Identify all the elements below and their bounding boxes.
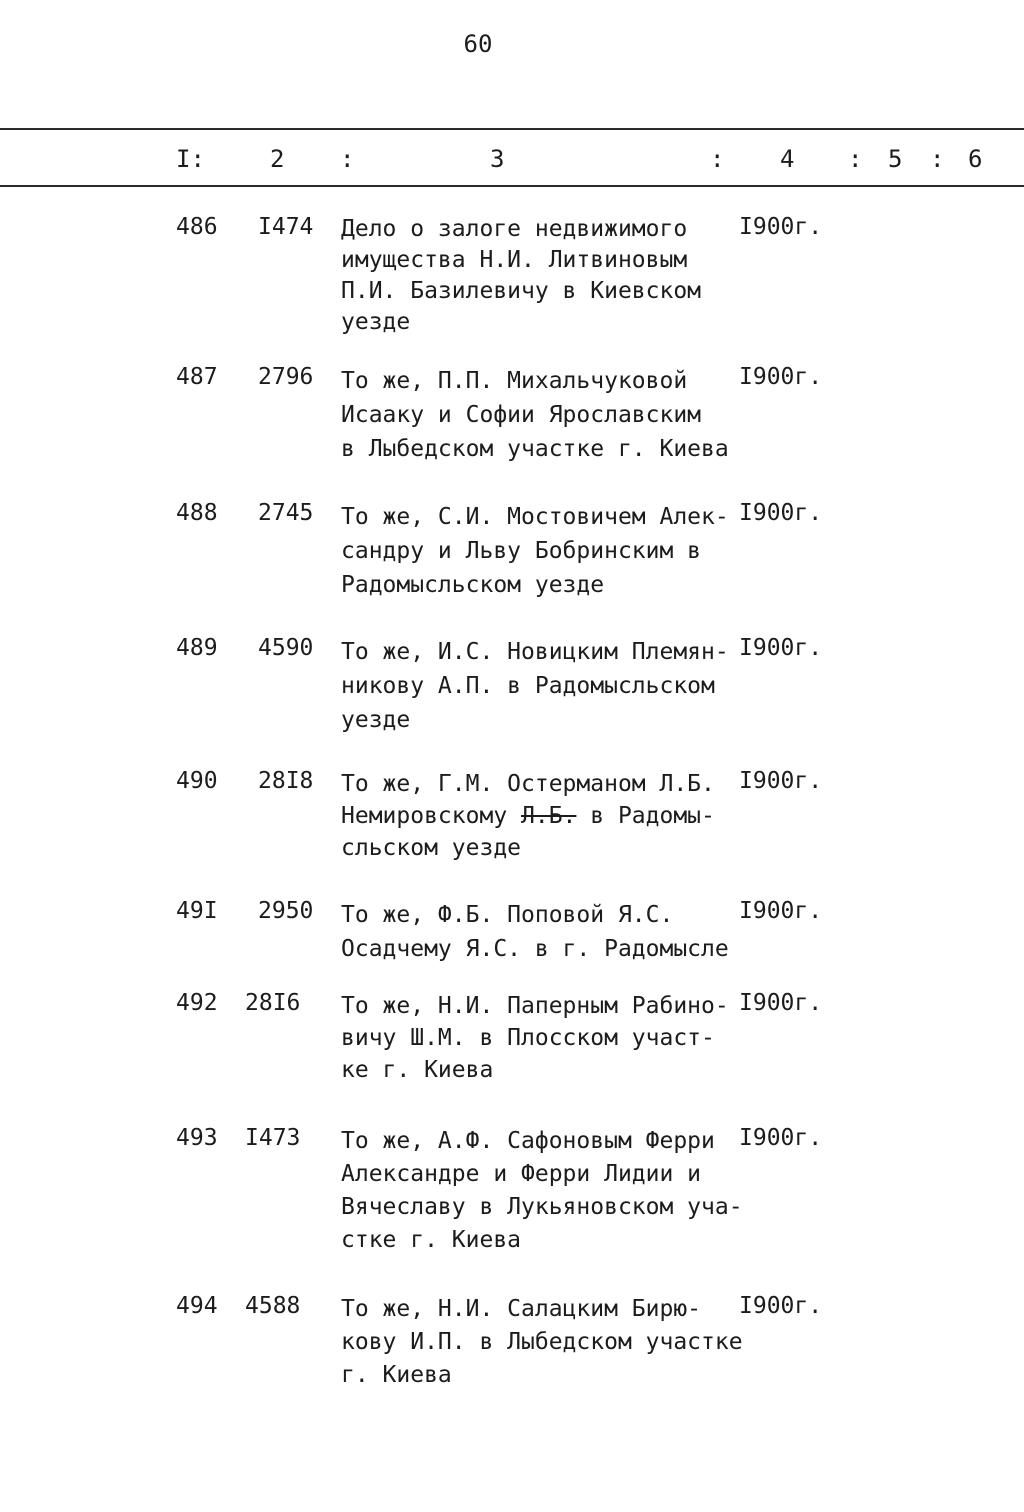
description-text: в Радомы- <box>576 803 715 829</box>
description-line: кову И.П. в Лыбедском участке <box>341 1329 743 1355</box>
description-line <box>341 800 741 832</box>
case-description <box>341 364 741 466</box>
item-number: 488 <box>176 500 218 526</box>
case-number: 28I8 <box>258 768 314 794</box>
header-col-5: 5 <box>888 145 903 173</box>
description-line: Дело о залоге недвижимого <box>341 216 688 242</box>
struck-out-text: Л.Б. <box>521 803 577 829</box>
page-number: 60 <box>463 30 493 58</box>
case-year: I900г. <box>739 500 823 526</box>
description-line: Вячеславу в Лукьяновском уча- <box>341 1194 743 1220</box>
case-number: 28I6 <box>245 990 301 1016</box>
case-year: I900г. <box>739 1293 823 1319</box>
description-line: уезде <box>341 707 411 733</box>
case-number: 4588 <box>245 1293 301 1319</box>
description-line: стке г. Киева <box>341 1227 522 1253</box>
case-year: I900г. <box>739 768 823 794</box>
item-number: 489 <box>176 635 218 661</box>
description-line: П.И. Базилевичу в Киевском <box>341 278 702 304</box>
header-col-3: 3 <box>490 145 505 173</box>
case-year: I900г. <box>739 990 823 1016</box>
description-line: То же, П.П. Михальчуковой <box>341 368 688 394</box>
case-year: I900г. <box>739 214 823 240</box>
item-number: 486 <box>176 214 218 240</box>
description-line: сльском уезде <box>341 835 522 861</box>
case-year: I900г. <box>739 635 823 661</box>
header-col-4: 4 <box>780 145 795 173</box>
case-year: I900г. <box>739 364 823 390</box>
description-line: Исааку и Софии Ярославским <box>341 402 702 428</box>
description-line: в Лыбедском участке г. Киева <box>341 436 729 462</box>
description-line: Осадчему Я.С. в г. Радомысле <box>341 936 729 962</box>
description-line: уезде <box>341 309 411 335</box>
header-separator: : <box>930 145 945 173</box>
case-description <box>341 990 741 1086</box>
description-line: То же, Н.И. Салацким Бирю- <box>341 1296 702 1322</box>
description-line: То же, Г.М. Остерманом Л.Б. <box>341 771 715 797</box>
description-line: То же, А.Ф. Сафоновым Ферри <box>341 1128 715 1154</box>
item-number: 494 <box>176 1293 218 1319</box>
case-description <box>341 214 741 338</box>
item-number: 493 <box>176 1125 218 1151</box>
header-col-1: I: <box>176 145 205 173</box>
case-year: I900г. <box>739 898 823 924</box>
case-number: I473 <box>245 1125 301 1151</box>
item-number: 490 <box>176 768 218 794</box>
description-line: сандру и Льву Бобринским в <box>341 538 702 564</box>
case-number: 2745 <box>258 500 314 526</box>
description-line: То же, С.И. Мостовичем Алек- <box>341 504 729 530</box>
header-separator: : <box>710 145 725 173</box>
description-line: То же, Ф.Б. Поповой Я.С. <box>341 902 674 928</box>
case-description <box>341 768 741 864</box>
case-year: I900г. <box>739 1125 823 1151</box>
description-line: никову А.П. в Радомысльском <box>341 673 715 699</box>
description-line: г. Киева <box>341 1362 452 1388</box>
case-description <box>341 898 741 966</box>
header-separator: : <box>340 145 355 173</box>
description-line: То же, Н.И. Паперным Рабино- <box>341 993 729 1019</box>
case-description <box>341 500 741 602</box>
case-description <box>341 635 741 737</box>
case-description <box>341 1293 741 1392</box>
description-line: вичу Ш.М. в Плосском участ- <box>341 1025 715 1051</box>
description-line: имущества Н.И. Литвиновым <box>341 247 688 273</box>
case-number: 4590 <box>258 635 314 661</box>
case-description <box>341 1125 741 1257</box>
description-text: Немировскому <box>341 803 522 829</box>
case-number: 2950 <box>258 898 314 924</box>
case-number: I474 <box>258 214 314 240</box>
description-line: Александре и Ферри Лидии и <box>341 1161 702 1187</box>
description-line: Радомысльском уезде <box>341 572 605 598</box>
description-line: То же, И.С. Новицким Племян- <box>341 639 729 665</box>
description-line: ке г. Киева <box>341 1057 494 1083</box>
item-number: 492 <box>176 990 218 1016</box>
item-number: 49I <box>176 898 218 924</box>
item-number: 487 <box>176 364 218 390</box>
header-col-6: 6 <box>968 145 983 173</box>
header-separator: : <box>848 145 863 173</box>
header-col-2: 2 <box>270 145 285 173</box>
case-number: 2796 <box>258 364 314 390</box>
